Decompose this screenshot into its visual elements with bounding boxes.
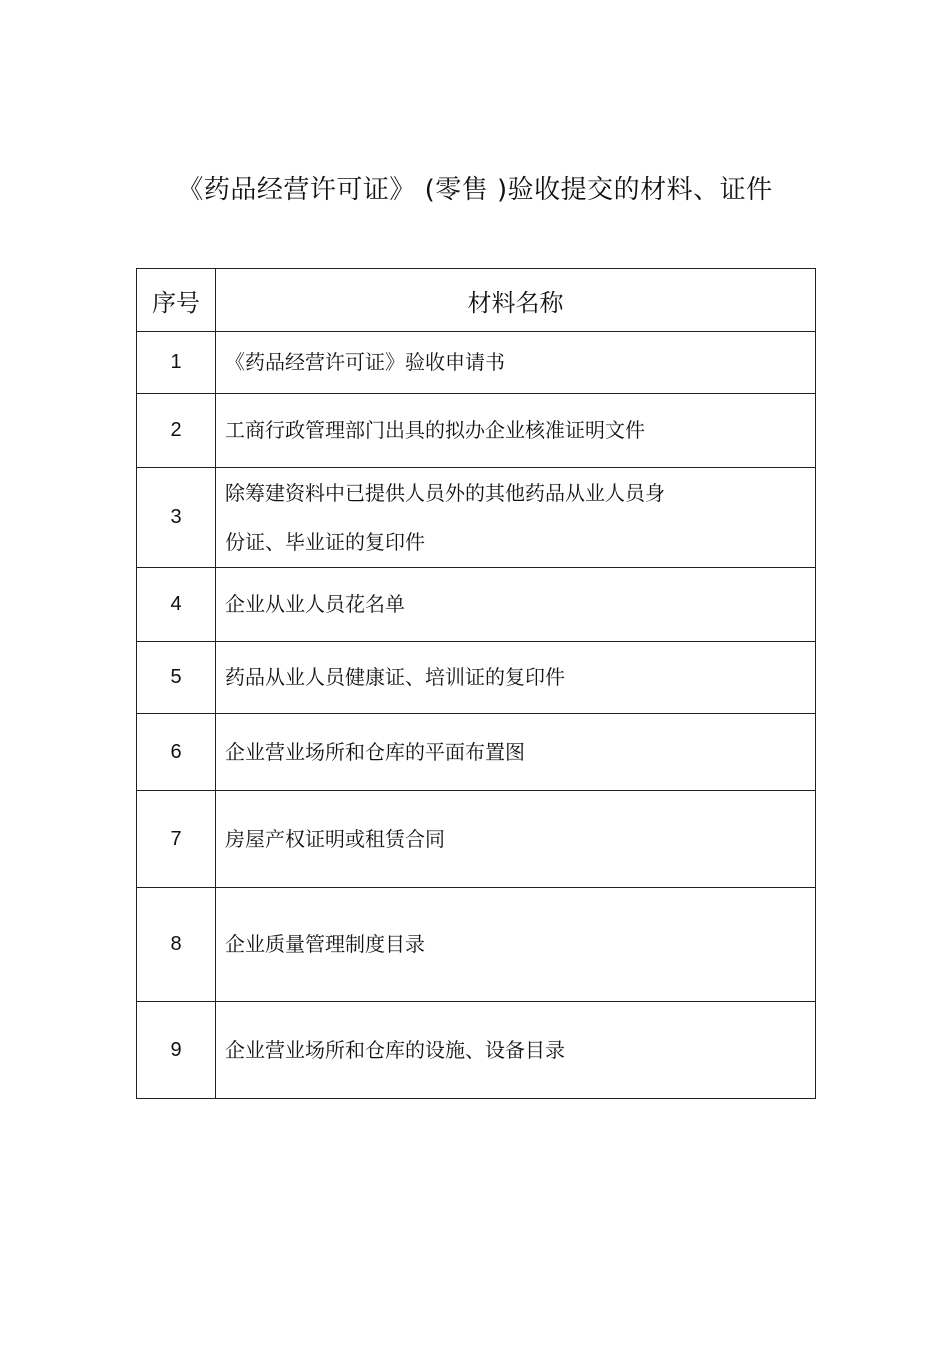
table-row xyxy=(137,1002,816,1099)
row-material-name xyxy=(216,394,816,468)
row-material-text: 房屋产权证明或租赁合同 xyxy=(225,826,445,851)
row-material-text: 企业从业人员花名单 xyxy=(225,592,405,616)
row-material-text: 药品从业人员健康证、培训证的复印件 xyxy=(225,665,565,689)
row-number: 9 xyxy=(137,1002,216,1099)
table-row xyxy=(137,468,816,568)
row-material-text: 企业营业场所和仓库的平面布置图 xyxy=(225,739,525,764)
row-number: 1 xyxy=(137,332,216,394)
row-material-name xyxy=(216,888,816,1002)
row-number: 3 xyxy=(137,468,216,568)
table-row xyxy=(137,888,816,1002)
row-material-text: 除筹建资料中已提供人员外的其他药品从业人员身 xyxy=(225,480,665,505)
row-number: 2 xyxy=(137,394,216,468)
row-material-name xyxy=(216,1002,816,1099)
row-material-text: 工商行政管理部门出具的拟办企业核准证明文件 xyxy=(225,418,645,442)
row-material-name xyxy=(216,714,816,791)
document-title: 《药品经营许可证》 (零售 )验收提交的材料、证件 xyxy=(177,175,773,205)
row-material-text: 企业质量管理制度目录 xyxy=(225,932,425,956)
row-material-name xyxy=(216,791,816,888)
header-number: 序号 xyxy=(137,269,216,332)
table-row xyxy=(137,394,816,468)
table-row xyxy=(137,714,816,791)
materials-table xyxy=(136,268,816,1099)
table-header-row xyxy=(137,269,816,332)
row-material-name xyxy=(216,332,816,394)
header-material-name: 材料名称 xyxy=(216,269,816,332)
row-material-name xyxy=(216,468,816,568)
table-row xyxy=(137,332,816,394)
row-number: 7 xyxy=(137,791,216,888)
table-row xyxy=(137,642,816,714)
row-material-name xyxy=(216,568,816,642)
table-row xyxy=(137,568,816,642)
row-material-text: 企业营业场所和仓库的设施、设备目录 xyxy=(225,1037,565,1062)
row-material-name xyxy=(216,642,816,714)
row-material-text: 份证、毕业证的复印件 xyxy=(225,529,425,554)
row-number: 5 xyxy=(137,642,216,714)
row-material-text: 《药品经营许可证》验收申请书 xyxy=(225,350,505,374)
row-number: 4 xyxy=(137,568,216,642)
row-number: 8 xyxy=(137,888,216,1002)
row-number: 6 xyxy=(137,714,216,791)
table-row xyxy=(137,791,816,888)
